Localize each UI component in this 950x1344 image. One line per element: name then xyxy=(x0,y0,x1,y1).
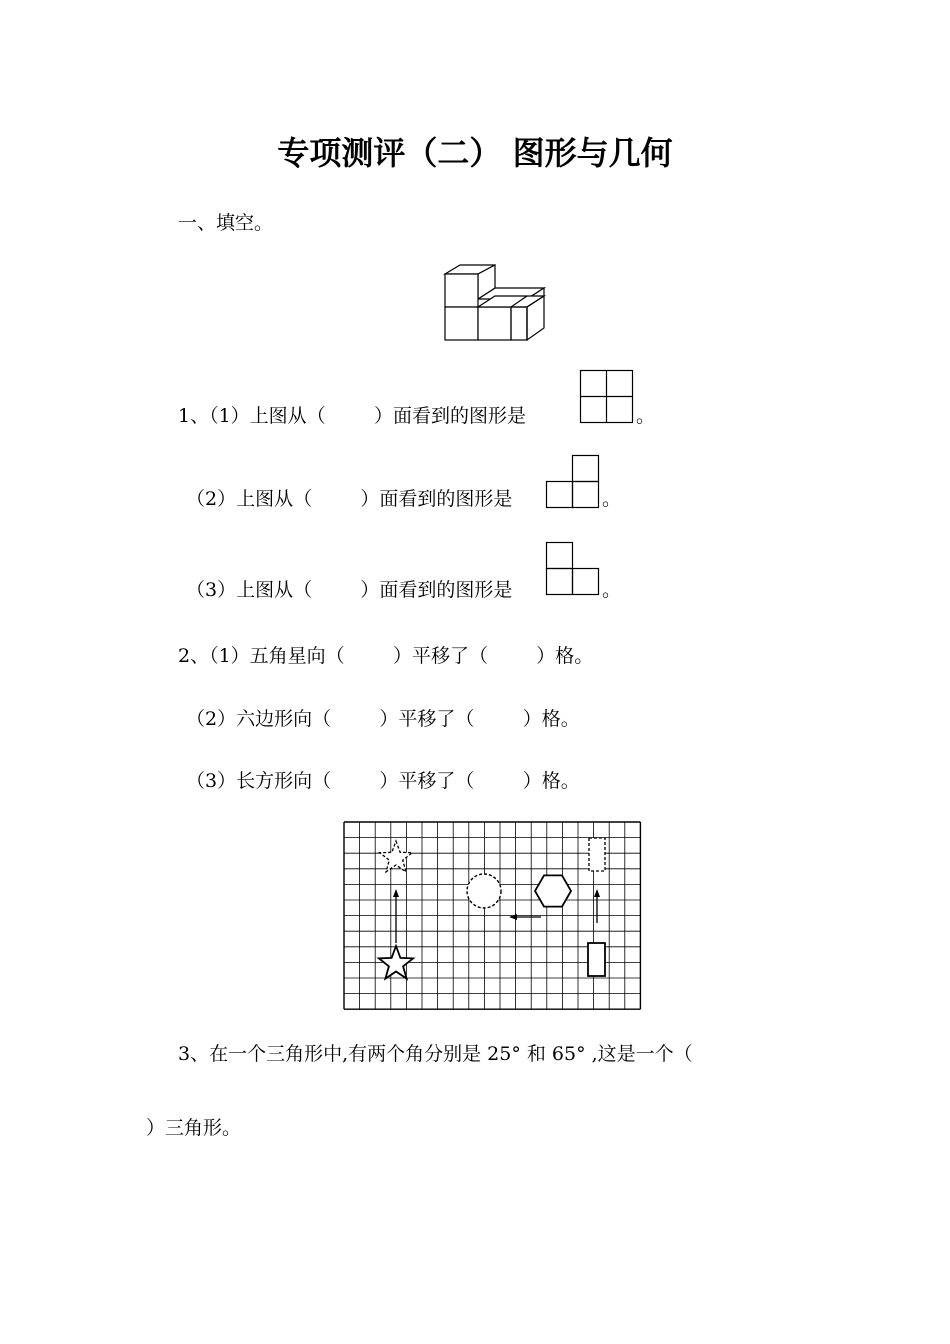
view-L-left-figure xyxy=(546,542,600,596)
hexagon-arrowhead xyxy=(509,914,517,920)
cube-stack-figure xyxy=(440,262,550,346)
dashed-star-shape xyxy=(380,841,412,872)
solid-star-shape xyxy=(379,946,413,979)
solid-hexagon-shape xyxy=(535,875,571,906)
page-title: 专项测评（二） 图形与几何 xyxy=(277,134,673,172)
q2-part2-text: （2）六边形向（ ）平移了（ ）格。 xyxy=(186,708,580,730)
q1-part3-text: （3）上图从（ ）面看到的图形是 xyxy=(186,579,513,601)
q1-part2-text: （2）上图从（ ）面看到的图形是 xyxy=(186,488,513,510)
solid-rectangle-shape xyxy=(588,943,605,976)
q1-part3-period: 。 xyxy=(602,579,622,601)
q3-text-line1: 3、在一个三角形中,有两个角分别是 25° 和 65° ,这是一个（ xyxy=(178,1043,693,1065)
translation-grid-figure xyxy=(343,821,641,1013)
q1-part1-text: 1、（1）上图从（ ）面看到的图形是 xyxy=(178,405,526,427)
view-L-right-figure xyxy=(546,455,600,509)
q1-part2-period: 。 xyxy=(602,488,622,510)
q1-part1-period: 。 xyxy=(636,405,656,427)
section-heading: 一、填空。 xyxy=(178,212,274,234)
star-arrowhead xyxy=(393,889,399,897)
q3-text-line2: ）三角形。 xyxy=(146,1117,242,1139)
rectangle-arrowhead xyxy=(594,889,600,897)
dashed-hexagon-shape xyxy=(467,874,501,908)
view-2x2-grid-figure xyxy=(580,370,634,424)
q2-part3-text: （3）长方形向（ ）平移了（ ）格。 xyxy=(186,770,580,792)
q2-part1-text: 2、（1）五角星向（ ）平移了（ ）格。 xyxy=(178,645,594,667)
dashed-rectangle-shape xyxy=(589,838,605,871)
